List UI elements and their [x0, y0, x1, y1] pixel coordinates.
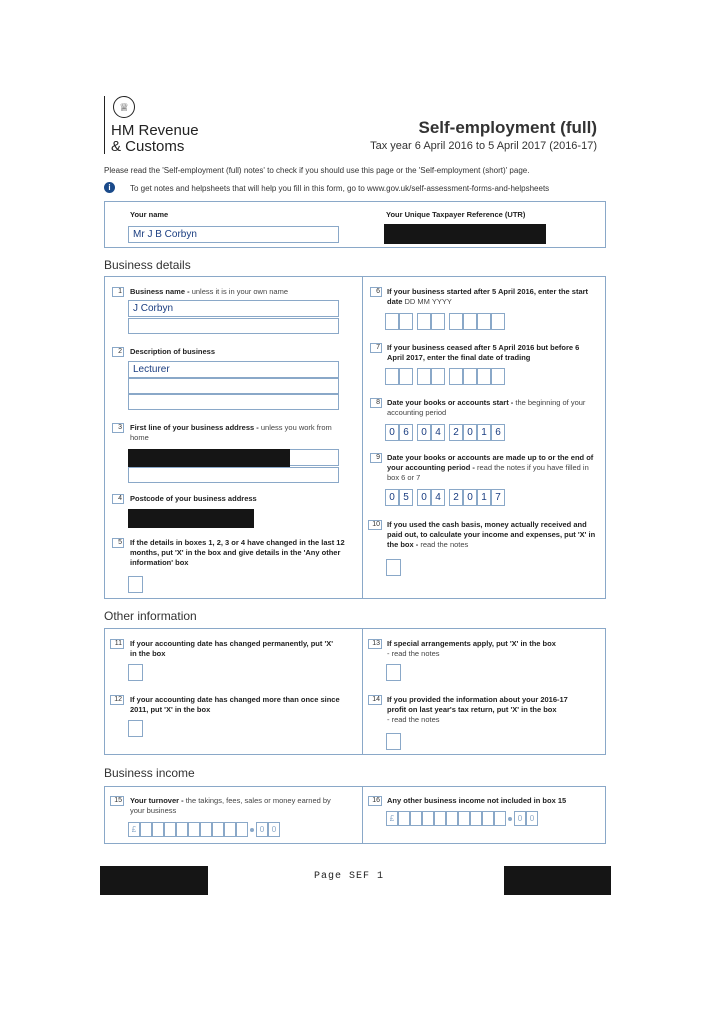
box-14-checkbox[interactable] — [386, 733, 401, 750]
currency-cell: £ — [128, 822, 140, 837]
box-8-label-main: Date your books or accounts start - — [387, 398, 514, 407]
box-1-label — [130, 287, 350, 297]
address-redaction — [128, 449, 290, 467]
business-address-field-2[interactable] — [128, 467, 339, 483]
box-10-number: 10 — [368, 520, 382, 530]
box-16-label: Any other business income not included in box 15 — [387, 796, 567, 805]
business-name-field-2[interactable] — [128, 318, 339, 334]
pence-cell: 0 — [268, 822, 280, 837]
crown-crest-icon: ♕ — [113, 96, 135, 118]
box-12-checkbox[interactable] — [128, 720, 143, 737]
box-4-label: Postcode of your business address — [130, 494, 257, 503]
box-3-label-note: unless you work from home — [130, 423, 332, 442]
digit-cell[interactable] — [417, 368, 431, 385]
digit-cell[interactable] — [449, 313, 463, 330]
amount-cell[interactable] — [494, 811, 506, 826]
start-month[interactable] — [417, 313, 445, 330]
digit-cell[interactable]: 2 — [449, 424, 463, 441]
box-3-number: 3 — [112, 423, 124, 433]
box-3-label-main: First line of your business address - — [130, 423, 259, 432]
digit-cell[interactable] — [431, 368, 445, 385]
cease-month[interactable] — [417, 368, 445, 385]
pence-cell: 0 — [526, 811, 538, 826]
cease-date-field[interactable] — [385, 368, 505, 385]
name-label: Your name — [130, 210, 169, 219]
start-year[interactable] — [449, 313, 505, 330]
box-13-label-note: - read the notes — [387, 649, 440, 658]
start-date-field[interactable] — [385, 313, 505, 330]
box-7-number: 7 — [370, 343, 382, 353]
box-15-label-note: the takings, fees, sales or money earned by your business — [130, 796, 331, 815]
box-15-label — [130, 796, 345, 816]
box-15-label-main: Your turnover - — [130, 796, 184, 805]
name-field[interactable]: Mr J B Corbyn — [128, 226, 339, 243]
business-description-field-3[interactable] — [128, 394, 339, 410]
box-13-number: 13 — [368, 639, 382, 649]
footer-left-redaction — [100, 866, 208, 895]
cease-day[interactable] — [385, 368, 413, 385]
digit-cell[interactable] — [399, 313, 413, 330]
box-10-label — [387, 520, 597, 550]
info-icon: i — [104, 182, 115, 193]
digit-cell[interactable]: 0 — [385, 489, 399, 506]
box-6-hint: DD MM YYYY — [402, 297, 452, 306]
box-9-label-main: Date your books or accounts are made up to or the end of your accounting period - — [387, 453, 594, 472]
notice-text: Please read the 'Self-employment (full) notes' to check if you should use this page or the 'Self-employment (short)' page. — [104, 166, 530, 175]
box-11-checkbox[interactable] — [128, 664, 143, 681]
digit-cell[interactable]: 0 — [417, 489, 431, 506]
amount-cell[interactable] — [164, 822, 176, 837]
digit-cell[interactable]: 6 — [491, 424, 505, 441]
pence-cell: 0 — [514, 811, 526, 826]
box-7-label: If your business ceased after 5 April 2016 but before 6 April 2017, enter the final date of trading — [387, 343, 580, 362]
amount-cell[interactable] — [398, 811, 410, 826]
digit-cell[interactable] — [463, 368, 477, 385]
amount-cell[interactable] — [212, 822, 224, 837]
box-9-label-note: read the notes if you have filled in box 6 or 7 — [387, 463, 589, 482]
box-10-label-main: If you used the cash basis, money actually received and paid out, to calculate your income and expenses, put 'X' in the box - — [387, 520, 596, 549]
amount-cell[interactable] — [458, 811, 470, 826]
accounts-start-month[interactable] — [417, 424, 445, 441]
digit-cell[interactable] — [385, 368, 399, 385]
org-line-2: & Customs — [111, 138, 185, 155]
box-1-label-note: unless it is in your own name — [189, 287, 288, 296]
utr-redaction — [384, 224, 546, 244]
box-8-label-note: the beginning of your accounting period — [387, 398, 586, 417]
amount-cell[interactable] — [434, 811, 446, 826]
digit-cell[interactable]: 7 — [491, 489, 505, 506]
business-description-field[interactable]: Lecturer — [128, 361, 339, 378]
box-11-number: 11 — [110, 639, 124, 649]
digit-cell[interactable] — [463, 313, 477, 330]
digit-cell[interactable]: 0 — [463, 424, 477, 441]
box-13-label — [387, 639, 592, 659]
other-income-field[interactable] — [386, 811, 538, 826]
box-8-label — [387, 398, 595, 418]
box-16-number: 16 — [368, 796, 382, 806]
other-information-divider — [362, 628, 363, 755]
page-title: Self-employment (full) — [418, 118, 597, 137]
digit-cell[interactable] — [491, 313, 505, 330]
amount-cell[interactable] — [176, 822, 188, 837]
digit-cell[interactable] — [417, 313, 431, 330]
digit-cell[interactable] — [399, 368, 413, 385]
accounts-end-day[interactable] — [385, 489, 413, 506]
digit-cell[interactable]: 6 — [399, 424, 413, 441]
box-3-label — [130, 423, 345, 443]
accounts-end-date-field[interactable] — [385, 489, 505, 506]
box-13-label-main: If special arrangements apply, put 'X' in the box — [387, 639, 556, 648]
logo-rule — [104, 96, 105, 154]
business-name-field[interactable]: J Corbyn — [128, 300, 339, 317]
box-2-label: Description of business — [130, 347, 216, 356]
amount-cell[interactable] — [422, 811, 434, 826]
business-description-field-2[interactable] — [128, 378, 339, 394]
box-2-number: 2 — [112, 347, 124, 357]
digit-cell[interactable]: 0 — [385, 424, 399, 441]
accounts-start-day[interactable] — [385, 424, 413, 441]
box-14-label-main: If you provided the information about your 2016-17 profit on last year's tax return, put 'X' in the box — [387, 695, 568, 714]
page-number: Page SEF 1 — [314, 871, 385, 882]
digit-cell[interactable]: 2 — [449, 489, 463, 506]
amount-cell[interactable] — [446, 811, 458, 826]
box-11-label: If your accounting date has changed permanently, put 'X' in the box — [130, 639, 334, 658]
other-information-heading: Other information — [104, 609, 197, 623]
start-day[interactable] — [385, 313, 413, 330]
business-income-heading: Business income — [104, 766, 195, 780]
digit-cell[interactable]: 1 — [477, 489, 491, 506]
amount-cell[interactable] — [188, 822, 200, 837]
box-13-checkbox[interactable] — [386, 664, 401, 681]
box-9-number: 9 — [370, 453, 382, 463]
box-9-label — [387, 453, 597, 483]
currency-cell: £ — [386, 811, 398, 826]
digit-cell[interactable]: 0 — [417, 424, 431, 441]
decimal-point — [508, 817, 512, 821]
box-6-label — [387, 287, 592, 307]
digit-cell[interactable] — [477, 368, 491, 385]
box-14-label-note: - read the notes — [387, 715, 440, 724]
box-1-number: 1 — [112, 287, 124, 297]
box-5-checkbox[interactable] — [128, 576, 143, 593]
amount-cell[interactable] — [482, 811, 494, 826]
box-8-number: 8 — [370, 398, 382, 408]
digit-cell[interactable] — [385, 313, 399, 330]
box-6-number: 6 — [370, 287, 382, 297]
decimal-point — [250, 828, 254, 832]
org-name — [111, 123, 199, 155]
business-income-divider — [362, 786, 363, 844]
business-details-heading: Business details — [104, 258, 191, 272]
accounts-end-year[interactable] — [449, 489, 505, 506]
accounts-start-date-field[interactable] — [385, 424, 505, 441]
amount-cell[interactable] — [224, 822, 236, 837]
digit-cell[interactable] — [449, 368, 463, 385]
postcode-redaction — [128, 509, 254, 528]
box-10-checkbox[interactable] — [386, 559, 401, 576]
org-line-1: HM Revenue — [111, 122, 199, 139]
amount-cell[interactable] — [152, 822, 164, 837]
digit-cell[interactable]: 4 — [431, 489, 445, 506]
digit-cell[interactable]: 0 — [463, 489, 477, 506]
digit-cell[interactable] — [431, 313, 445, 330]
business-details-divider — [362, 276, 363, 599]
accounts-start-year[interactable] — [449, 424, 505, 441]
amount-cell[interactable] — [410, 811, 422, 826]
box-5-number: 5 — [112, 538, 124, 548]
digit-cell[interactable]: 5 — [399, 489, 413, 506]
info-text: To get notes and helpsheets that will help you fill in this form, go to www.gov.uk/self-assessment-forms-and-helpsheets — [130, 184, 550, 193]
digit-cell[interactable]: 1 — [477, 424, 491, 441]
cease-year[interactable] — [449, 368, 505, 385]
amount-cell[interactable] — [470, 811, 482, 826]
box-4-number: 4 — [112, 494, 124, 504]
accounts-end-month[interactable] — [417, 489, 445, 506]
box-14-number: 14 — [368, 695, 382, 705]
box-5-label: If the details in boxes 1, 2, 3 or 4 have changed in the last 12 months, put 'X' in the box and give details in the 'Any other information' box — [130, 538, 345, 567]
digit-cell[interactable]: 4 — [431, 424, 445, 441]
box-1-label-main: Business name - — [130, 287, 190, 296]
digit-cell[interactable] — [491, 368, 505, 385]
box-15-number: 15 — [110, 796, 124, 806]
box-12-label: If your accounting date has changed more than once since 2011, put 'X' in the box — [130, 695, 340, 714]
footer-right-redaction — [504, 866, 611, 895]
digit-cell[interactable] — [477, 313, 491, 330]
pence-cell: 0 — [256, 822, 268, 837]
amount-cell[interactable] — [140, 822, 152, 837]
tax-year: Tax year 6 April 2016 to 5 April 2017 (2016-17) — [370, 140, 597, 152]
box-14-label — [387, 695, 587, 725]
box-12-number: 12 — [110, 695, 124, 705]
box-6-label-main: If your business started after 5 April 2016, enter the start date — [387, 287, 589, 306]
utr-label: Your Unique Taxpayer Reference (UTR) — [386, 210, 526, 219]
turnover-field[interactable] — [128, 822, 280, 837]
amount-cell[interactable] — [200, 822, 212, 837]
box-10-label-note: read the notes — [418, 540, 469, 549]
amount-cell[interactable] — [236, 822, 248, 837]
